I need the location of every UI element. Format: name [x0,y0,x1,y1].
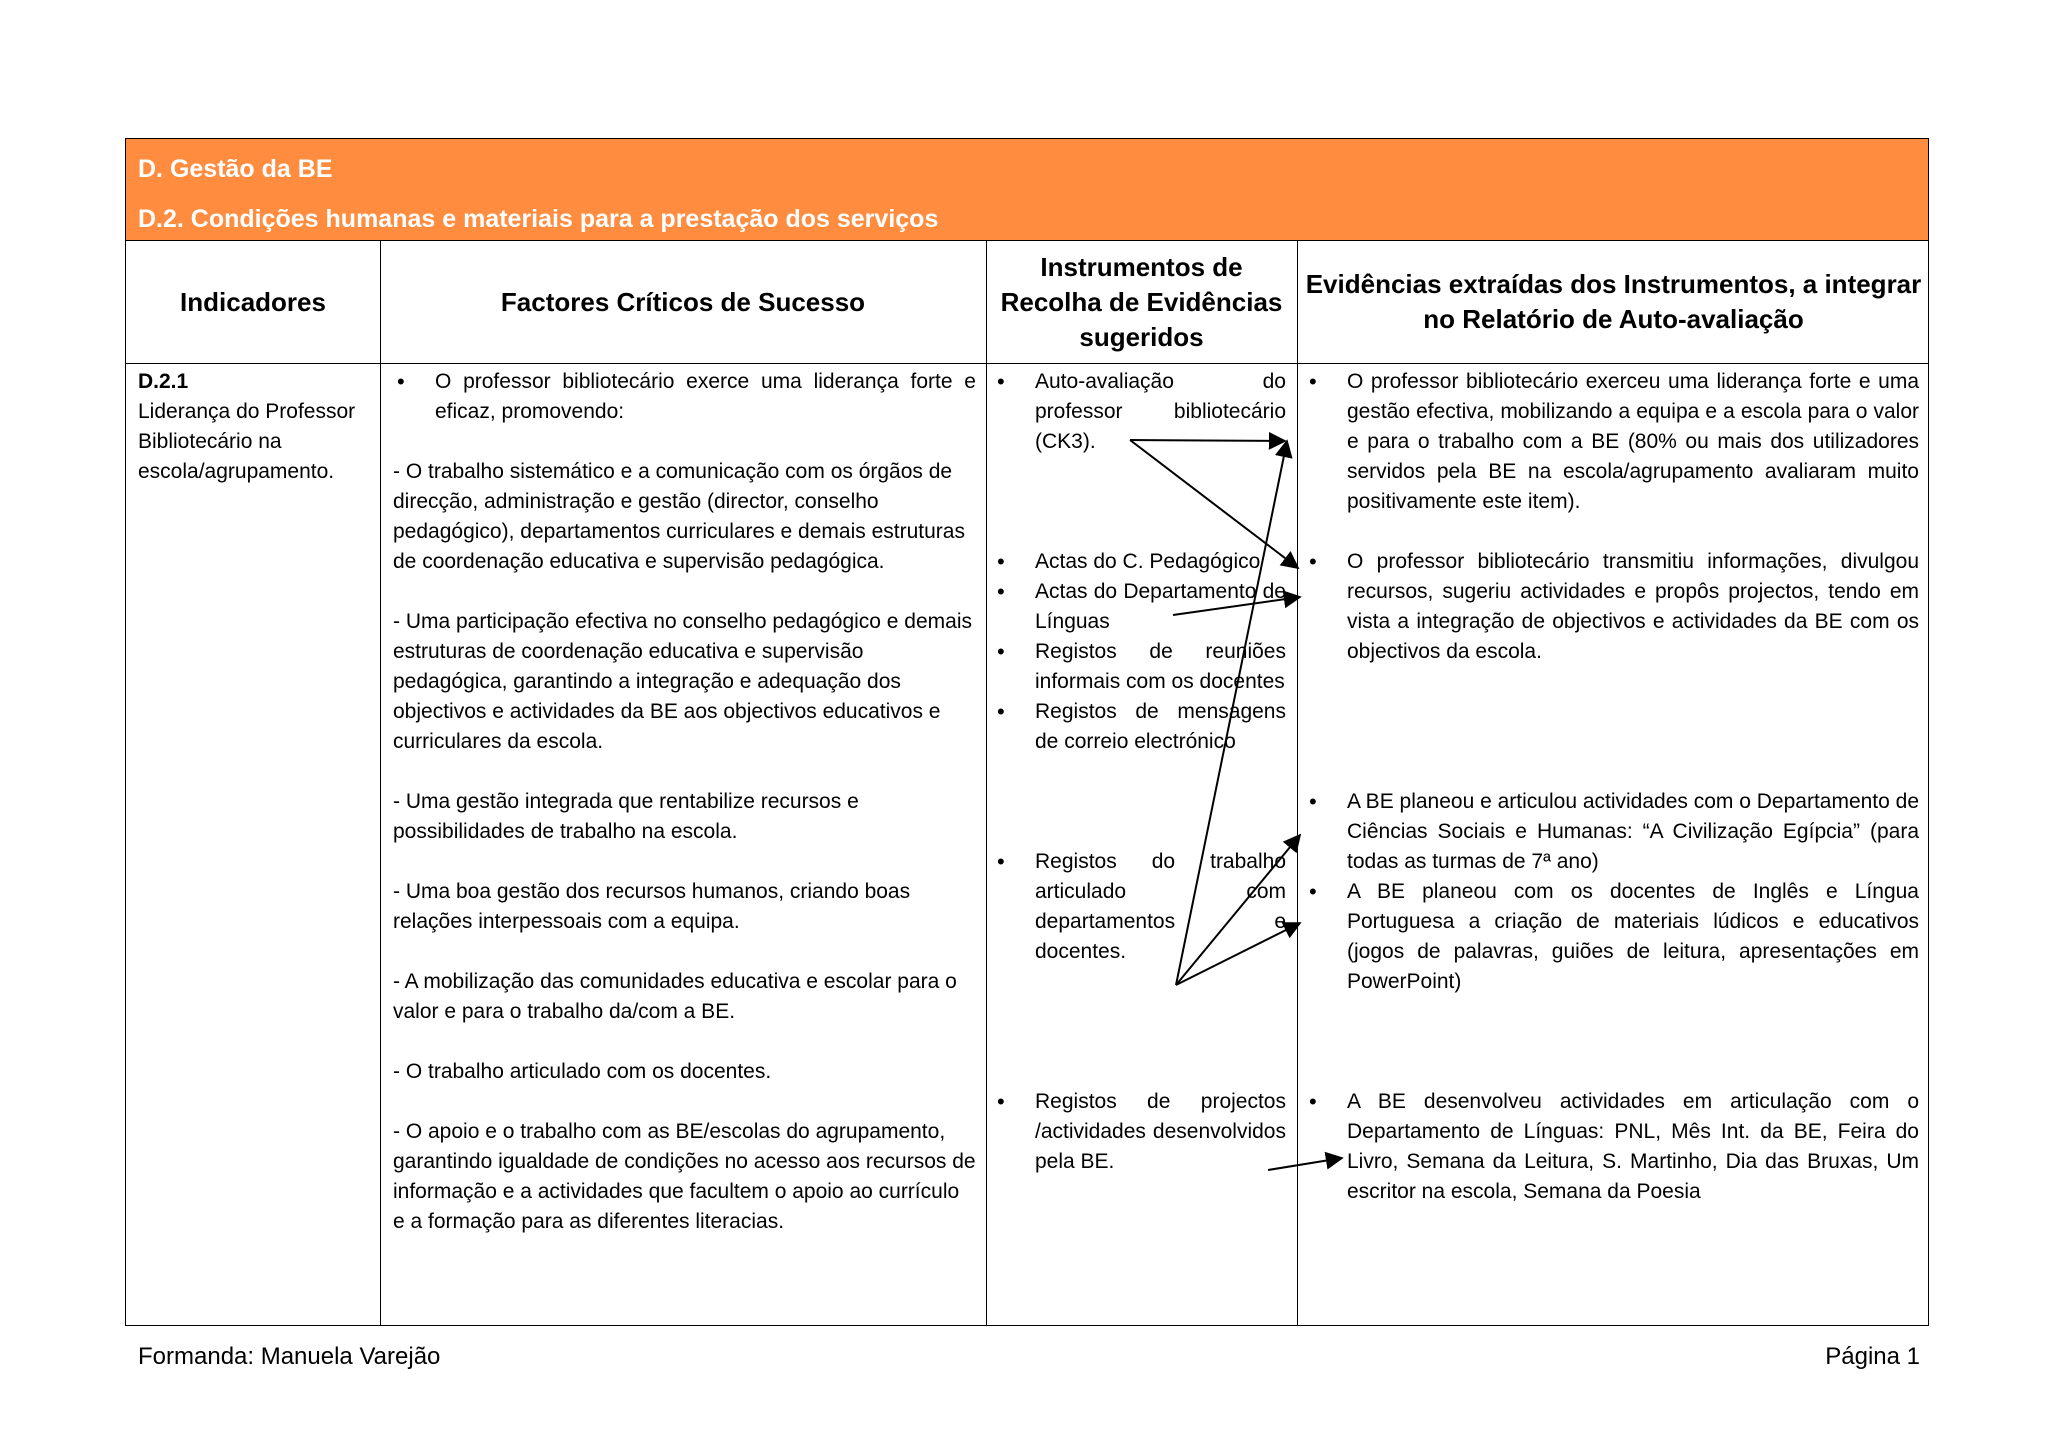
evidence-item: • O professor bibliotecário exerceu uma liderança forte e uma gestão efectiva, mobilizando a equipa e a escola para o valor e para o trabalho com a BE (80% ou mais dos utilizadores servidos pela BE na escola/agrupamento avaliaram muito positivamente este item). [1302,367,1919,517]
arrow-connector [1130,440,1298,568]
arrow-connector [1173,597,1300,615]
column-header-line: Instrumentos de [1040,251,1243,282]
instrument-item: • Auto-avaliação do professor bibliotecário (CK3). [990,367,1286,457]
factor-item: - Uma boa gestão dos recursos humanos, criando boas relações interpessoais com a equipa. [393,880,911,933]
column-header-line: Evidências extraídas dos Instrumentos, a integrar [1305,269,1922,299]
indicator-code: D.2.1 [138,370,189,393]
evidence-item: • A BE planeou com os docentes de Inglês e Língua Portuguesa a criação de materiais lúdicos e educativos (jogos de palavras, guiões de leitura, apresentações em PowerPoint) [1302,877,1919,997]
factor-item: - Uma gestão integrada que rentabilize recursos e possibilidades de trabalho na escola. [393,790,859,843]
subsection-title: D.2. Condições humanas e materiais para a prestação dos serviços [138,205,939,233]
instrument-item: • Registos de projectos /actividades desenvolvidos pela BE. [990,1087,1286,1177]
evidence-item: • A BE desenvolveu actividades em articulação com o Departamento de Línguas: PNL, Mês Int. da BE, Feira do Livro, Semana da Leitura, S. Martinho, Dia das Bruxas, Um escritor na escola, Semana da Poesia [1302,1087,1919,1207]
section-title: D. Gestão da BE [138,155,333,183]
instrument-item: • Registos de mensagens de correio electrónico [990,697,1286,757]
evidence-item: • O professor bibliotecário transmitiu informações, divulgou recursos, sugeriu actividades e propôs projectos, tendo em vista a integração de objectivos e actividades da BE com os objectivos da escola. [1302,547,1919,667]
arrow-connector [1176,923,1300,985]
factor-item: - O trabalho sistemático e a comunicação com os órgãos de direcção, administração e gestão (director, conselho pedagógico), departamentos curriculares e demais estruturas de coordenação educativa e supervisão pedagógica. [393,460,965,573]
indicator-description: Liderança do Professor Bibliotecário na escola/agrupamento. [138,400,356,483]
factors-intro: • O professor bibliotecário exerce uma liderança forte e eficaz, promovendo: [390,367,976,427]
instrument-item: • Actas do Departamento de Línguas [990,577,1286,637]
footer-author: Formanda: Manuela Varejão [138,1343,441,1370]
instrument-item: • Actas do C. Pedagógico [990,547,1286,577]
arrow-connector [1130,440,1285,441]
factor-item: - Uma participação efectiva no conselho pedagógico e demais estruturas de coordenação educativa e supervisão pedagógica, garantindo a integração e adequação dos objectivos e actividades da BE aos objectivos educativos e curriculares da escola. [393,610,973,753]
column-header-label: Indicadores [180,286,326,317]
arrow-connector [1176,835,1300,985]
arrow-connector [1176,441,1287,985]
factor-item: - O apoio e o trabalho com as BE/escolas do agrupamento, garantindo igualdade de condições no acesso aos recursos de informação e a actividades que facultem o apoio ao currículo e a formação para as diferentes literacias. [393,1120,976,1233]
column-header-line: no Relatório de Auto-avaliação [1423,304,1804,334]
arrow-connector [1268,1158,1342,1170]
column-header-line: Recolha de Evidências [1000,286,1283,317]
footer-page-number: Página 1 [1825,1343,1920,1370]
instrument-item: • Registos de reuniões informais com os docentes [990,637,1286,697]
factor-item: - O trabalho articulado com os docentes. [393,1060,772,1083]
factor-item: - A mobilização das comunidades educativa e escolar para o valor e para o trabalho da/com a BE. [393,970,957,1023]
instrument-item: • Registos do trabalho articulado com departamentos e docentes. [990,847,1286,967]
column-header-line: sugeridos [1079,321,1204,352]
column-header-label: Factores Críticos de Sucesso [500,286,866,317]
evidence-item: • A BE planeou e articulou actividades com o Departamento de Ciências Sociais e Humanas: “A Civilização Egípcia” (para todas as turmas de 7ª ano) [1302,787,1919,877]
